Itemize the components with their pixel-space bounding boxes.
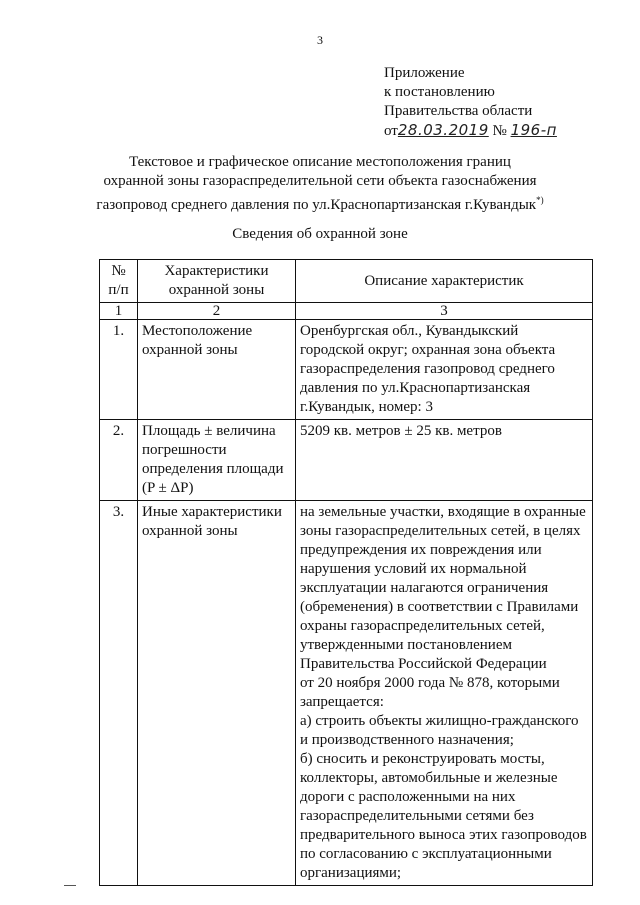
description-line: газораспределения газопровод среднего	[300, 361, 555, 377]
description-line: нарушения условий их нормальной	[300, 561, 527, 577]
description-line: городской округ; охранная зона объекта	[300, 342, 556, 358]
table-row	[100, 320, 593, 420]
footnote-separator	[64, 885, 76, 886]
header-characteristic: Характеристики охранной зоны	[138, 260, 296, 303]
table-index-row	[100, 303, 593, 320]
description-line: охраны газораспределительных сетей,	[300, 618, 545, 634]
description-line: Правительства Российской Федерации	[300, 656, 547, 672]
index-cell: 3	[296, 303, 593, 320]
appendix-line-3: Правительства области	[384, 103, 533, 119]
appendix-block	[384, 64, 557, 141]
description-line: по согласованию с эксплуатационными	[300, 846, 552, 862]
index-cell: 2	[138, 303, 296, 320]
description-line: коллекторы, автомобильные и железные	[300, 770, 558, 786]
description-line: от 20 ноября 2000 года № 878, которыми	[300, 675, 560, 691]
table-header-row	[100, 260, 593, 303]
description-line: на земельные участки, входящие в охранные	[300, 504, 586, 520]
description-line: дороги с расположенными на них	[300, 789, 516, 805]
number-sign: №	[492, 123, 507, 139]
description-line: газораспределительными сетями без	[300, 808, 534, 824]
appendix-line-1: Приложение	[384, 65, 465, 81]
row-description	[296, 320, 593, 420]
description-line: а) строить объекты жилищно-гражданского	[300, 713, 579, 729]
row-characteristic: Местоположение охранной зоны	[138, 320, 296, 420]
document-title	[60, 153, 580, 215]
date-prefix: от	[384, 123, 398, 139]
page-number: 3	[317, 33, 323, 47]
row-description	[296, 501, 593, 886]
zone-info-table	[99, 259, 593, 886]
description-line: Оренбургская обл., Кувандыкский	[300, 323, 519, 339]
handwritten-date: 28.03.2019	[397, 121, 489, 139]
description-line: (обременения) в соответствии с Правилами	[300, 599, 579, 615]
row-number: 3.	[100, 501, 138, 886]
description-line: эксплуатации налагаются ограничения	[300, 580, 549, 596]
description-line: 5209 кв. метров ± 25 кв. метров	[300, 423, 502, 439]
row-description	[296, 420, 593, 501]
row-number: 1.	[100, 320, 138, 420]
description-line: г.Кувандык, номер: 3	[300, 399, 433, 415]
title-line-2: охранной зоны газораспределительной сети объекта газоснабжения	[103, 173, 537, 189]
index-cell: 1	[100, 303, 138, 320]
appendix-date-line	[384, 121, 557, 141]
header-description: Описание характеристик	[296, 260, 593, 303]
handwritten-number: 196-п	[510, 121, 557, 139]
title-footnote-mark: *)	[536, 195, 544, 205]
table-row	[100, 420, 593, 501]
description-line: организациями;	[300, 865, 402, 881]
description-line: давления по ул.Краснопартизанская	[300, 380, 531, 396]
header-number: № п/п	[100, 260, 138, 303]
description-line: и производственного назначения;	[300, 732, 514, 748]
table-row	[100, 501, 593, 886]
row-characteristic: Площадь ± величина погрешности определения площади (P ± ΔP)	[138, 420, 296, 501]
description-line: б) сносить и реконструировать мосты,	[300, 751, 545, 767]
title-line-1: Текстовое и графическое описание местоположения границ	[129, 154, 511, 170]
row-number: 2.	[100, 420, 138, 501]
appendix-line-2: к постановлению	[384, 84, 495, 100]
description-line: предварительного выноса этих газопроводов	[300, 827, 587, 843]
description-line: предупреждения их повреждения или	[300, 542, 542, 558]
title-line-3	[60, 191, 580, 215]
description-line: утвержденными постановлением	[300, 637, 512, 653]
description-line: запрещается:	[300, 694, 384, 710]
section-subtitle: Сведения об охранной зоне	[232, 226, 408, 242]
row-characteristic: Иные характеристики охранной зоны	[138, 501, 296, 886]
description-line: зоны газораспределительных сетей, в целях	[300, 523, 581, 539]
title-line-3-text: газопровод среднего давления по ул.Краснопартизанская г.Кувандык	[96, 197, 537, 213]
